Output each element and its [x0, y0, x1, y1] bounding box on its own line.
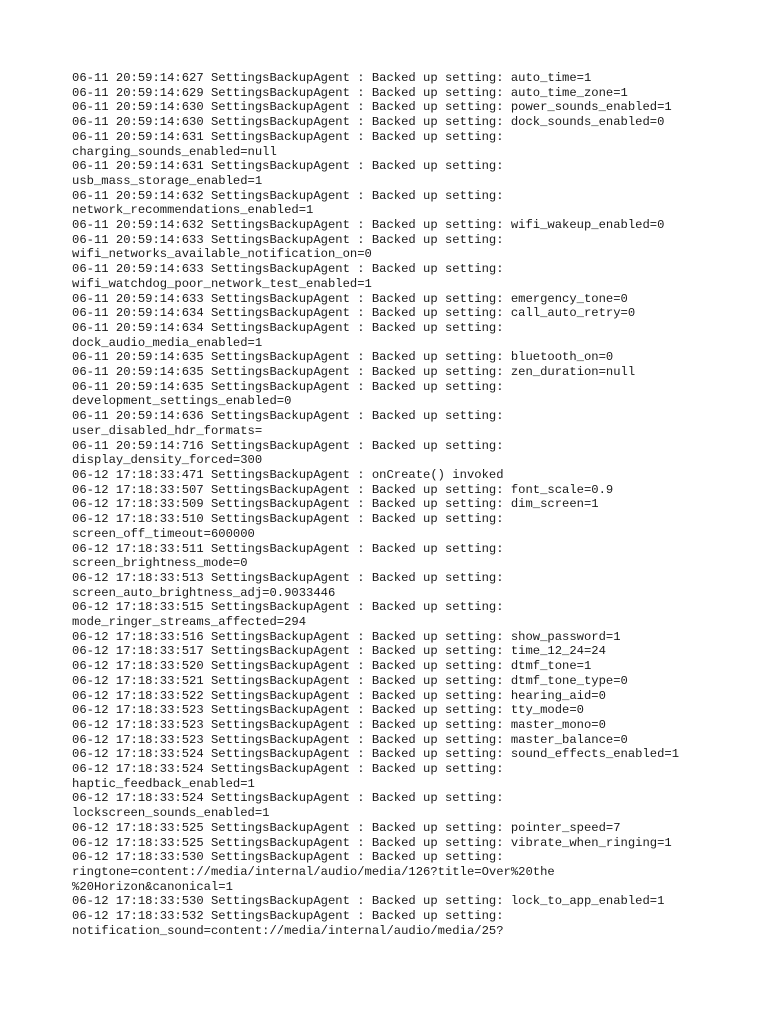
log-line: 06-12 17:18:33:524 SettingsBackupAgent : Backed up setting:	[72, 791, 504, 806]
log-line: 06-12 17:18:33:523 SettingsBackupAgent : Backed up setting: master_balance=0	[72, 732, 628, 747]
log-line: 06-12 17:18:33:525 SettingsBackupAgent : Backed up setting: vibrate_when_ringing=1	[72, 835, 672, 850]
log-line: screen_auto_brightness_adj=0.9033446	[72, 585, 336, 600]
log-line: dock_audio_media_enabled=1	[72, 335, 263, 350]
log-line: 06-11 20:59:14:630 SettingsBackupAgent : Backed up setting: dock_sounds_enabled=0	[72, 115, 665, 130]
log-line: 06-12 17:18:33:509 SettingsBackupAgent : Backed up setting: dim_screen=1	[72, 497, 599, 512]
log-line: 06-11 20:59:14:631 SettingsBackupAgent : Backed up setting:	[72, 129, 504, 144]
log-line: 06-12 17:18:33:517 SettingsBackupAgent : Backed up setting: time_12_24=24	[72, 644, 606, 659]
log-line: 06-11 20:59:14:635 SettingsBackupAgent : Backed up setting:	[72, 379, 504, 394]
log-line: 06-12 17:18:33:523 SettingsBackupAgent : Backed up setting: master_mono=0	[72, 717, 606, 732]
log-line: 06-11 20:59:14:716 SettingsBackupAgent : Backed up setting:	[72, 438, 504, 453]
log-line: 06-11 20:59:14:629 SettingsBackupAgent : Backed up setting: auto_time_zone=1	[72, 85, 628, 100]
log-line: %20Horizon&canonical=1	[72, 879, 233, 894]
log-line: 06-12 17:18:33:530 SettingsBackupAgent : Backed up setting: lock_to_app_enabled=1	[72, 894, 665, 909]
log-line: 06-12 17:18:33:532 SettingsBackupAgent : Backed up setting:	[72, 909, 504, 924]
log-line: screen_brightness_mode=0	[72, 556, 248, 571]
log-line: display_density_forced=300	[72, 453, 263, 468]
log-line: 06-12 17:18:33:510 SettingsBackupAgent : Backed up setting:	[72, 512, 504, 527]
log-line: 06-11 20:59:14:631 SettingsBackupAgent : Backed up setting:	[72, 159, 504, 174]
log-line: 06-11 20:59:14:635 SettingsBackupAgent : Backed up setting: bluetooth_on=0	[72, 350, 614, 365]
log-line: haptic_feedback_enabled=1	[72, 776, 255, 791]
log-line: 06-12 17:18:33:516 SettingsBackupAgent : Backed up setting: show_password=1	[72, 629, 621, 644]
log-line: 06-12 17:18:33:520 SettingsBackupAgent : Backed up setting: dtmf_tone=1	[72, 659, 592, 674]
log-line: 06-11 20:59:14:634 SettingsBackupAgent : Backed up setting: call_auto_retry=0	[72, 306, 636, 321]
log-line: screen_off_timeout=600000	[72, 526, 255, 541]
log-line: 06-12 17:18:33:511 SettingsBackupAgent : Backed up setting:	[72, 541, 504, 556]
log-line: 06-12 17:18:33:515 SettingsBackupAgent : Backed up setting:	[72, 600, 504, 615]
log-line: user_disabled_hdr_formats=	[72, 423, 263, 438]
log-line: 06-12 17:18:33:471 SettingsBackupAgent : onCreate() invoked	[72, 467, 504, 482]
log-line: 06-12 17:18:33:522 SettingsBackupAgent : Backed up setting: hearing_aid=0	[72, 688, 606, 703]
log-line: 06-11 20:59:14:634 SettingsBackupAgent : Backed up setting:	[72, 320, 504, 335]
log-line: 06-12 17:18:33:507 SettingsBackupAgent : Backed up setting: font_scale=0.9	[72, 482, 614, 497]
log-line: 06-11 20:59:14:632 SettingsBackupAgent : Backed up setting: wifi_wakeup_enabled=0	[72, 218, 665, 233]
log-line: network_recommendations_enabled=1	[72, 203, 314, 218]
log-line: 06-11 20:59:14:633 SettingsBackupAgent : Backed up setting:	[72, 232, 504, 247]
log-lines	[72, 71, 732, 938]
log-line: notification_sound=content://media/internal/audio/media/25?	[72, 923, 504, 938]
log-line: wifi_networks_available_notification_on=0	[72, 247, 372, 262]
log-line: 06-11 20:59:14:636 SettingsBackupAgent : Backed up setting:	[72, 409, 504, 424]
log-line: ringtone=content://media/internal/audio/media/126?title=Over%20the	[72, 864, 555, 879]
log-line: 06-12 17:18:33:530 SettingsBackupAgent : Backed up setting:	[72, 850, 504, 865]
log-line: 06-11 20:59:14:627 SettingsBackupAgent : Backed up setting: auto_time=1	[72, 71, 592, 85]
log-line: 06-11 20:59:14:633 SettingsBackupAgent : Backed up setting: emergency_tone=0	[72, 291, 628, 306]
log-line: 06-11 20:59:14:635 SettingsBackupAgent : Backed up setting: zen_duration=null	[72, 365, 636, 380]
log-line: 06-12 17:18:33:513 SettingsBackupAgent : Backed up setting:	[72, 570, 504, 585]
log-document	[72, 71, 732, 938]
log-line: wifi_watchdog_poor_network_test_enabled=1	[72, 276, 372, 291]
log-line: 06-11 20:59:14:632 SettingsBackupAgent : Backed up setting:	[72, 188, 504, 203]
log-line: usb_mass_storage_enabled=1	[72, 173, 263, 188]
log-line: 06-12 17:18:33:524 SettingsBackupAgent : Backed up setting: sound_effects_enabled=1	[72, 747, 680, 762]
log-line: development_settings_enabled=0	[72, 394, 292, 409]
log-line: 06-11 20:59:14:633 SettingsBackupAgent : Backed up setting:	[72, 262, 504, 277]
log-line: 06-11 20:59:14:630 SettingsBackupAgent : Backed up setting: power_sounds_enabled=1	[72, 100, 672, 115]
log-line: 06-12 17:18:33:521 SettingsBackupAgent : Backed up setting: dtmf_tone_type=0	[72, 673, 628, 688]
log-line: lockscreen_sounds_enabled=1	[72, 806, 270, 821]
log-line: 06-12 17:18:33:525 SettingsBackupAgent : Backed up setting: pointer_speed=7	[72, 820, 621, 835]
log-line: 06-12 17:18:33:523 SettingsBackupAgent : Backed up setting: tty_mode=0	[72, 703, 584, 718]
log-line: mode_ringer_streams_affected=294	[72, 615, 307, 630]
log-line: 06-12 17:18:33:524 SettingsBackupAgent : Backed up setting:	[72, 762, 504, 777]
log-line: charging_sounds_enabled=null	[72, 144, 277, 159]
